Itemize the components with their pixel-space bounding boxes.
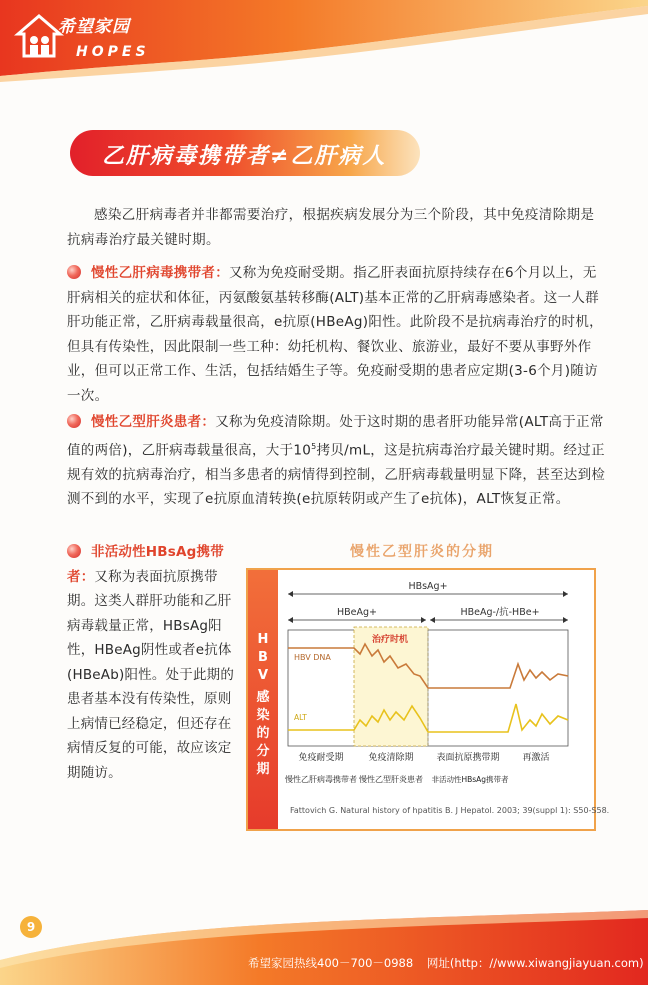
arrow-head-right (421, 617, 426, 623)
treatment-label: 治疗时机 (371, 635, 409, 645)
footer-contact (248, 955, 644, 971)
side-char: H (257, 632, 269, 647)
bullet-icon (67, 544, 81, 558)
section-body: 又称为表面抗原携带期。这类人群肝功能和乙肝病毒载量正常，HBsAg阳性，HBeAg阴性或者e抗体(HBeAb)阳性。处于此期的患者基本没有传染性，原则上病情已经稳定，但还存在病情反复的可能，故应该定期随访。 (67, 568, 235, 781)
section-heading: 非活动性HBsAg携带者： (67, 544, 224, 585)
house-logo-icon (14, 12, 64, 64)
arrow-head-right (563, 617, 568, 623)
logo-english: HOPES (76, 44, 150, 60)
hotline-text: 希望家园热线400－700－0988 (248, 956, 414, 970)
superscript: 5 (311, 441, 317, 451)
bullet-icon (67, 265, 81, 279)
section-inactive-carrier (67, 540, 243, 785)
group-label: 慢性乙肝病毒携带者 (285, 775, 357, 784)
phase-label: 再激活 (522, 753, 550, 763)
section-body-a: 又称为免疫清除期。处于这时期的患者肝功能异常(ALT高于正常值的两倍)，乙肝病毒载量很高，大于10 (67, 414, 604, 458)
side-char: 的 (256, 726, 270, 741)
arrow-head-left (288, 617, 293, 623)
chart-citation: Fattovich G. Natural history of hpatitis B. J Hepatol. 2003; 39(suppl 1): S50-S58. (290, 806, 610, 815)
phase-label: 免疫清除期 (368, 753, 414, 763)
intro-paragraph: 感染乙肝病毒者并非都需要治疗，根据疾病发展分为三个阶段，其中免疫清除期是抗病毒治疗最关键时期。 (67, 207, 595, 248)
section-body-b: 拷贝/mL，这是抗病毒治疗最关键时期。经过正规有效的抗病毒治疗，相当多患者的病情得到控制，乙肝病毒载量明显下降，甚至达到检测不到的水平，实现了e抗原血清转换(e抗原转阴或产生了e抗体)，ALT恢复正常。 (67, 442, 606, 507)
page-number: 9 (20, 916, 42, 938)
chart-side-label (248, 570, 278, 829)
group-label: 非活动性HBsAg携带者 (431, 775, 509, 784)
arrow-head-right (563, 591, 568, 597)
section-chronic-hepatitis (67, 410, 607, 512)
phase-label: 免疫耐受期 (298, 753, 344, 763)
side-char: 染 (256, 708, 270, 723)
side-char: 期 (256, 762, 270, 777)
section-body: 又称为免疫耐受期。指乙肝表面抗原持续存在6个月以上，无肝病相关的症状和体征，丙氨酸氨基转移酶(ALT)基本正常的乙肝病毒感染者。这一人群肝功能正常，乙肝病毒载量很高，e抗原(HBeAg)阳性。此阶段不是抗病毒治疗的时机，但具有传染性，因此限制一些工种：幼托机构、餐饮业、旅游业，最好不要从事野外作业，但可以正常工作、生活，包括结婚生子等。免疫耐受期的患者应定期(3-6个月)随访一次。 (67, 265, 603, 404)
hbv-phase-diagram (280, 570, 592, 806)
section-heading: 慢性乙肝病毒携带者： (91, 265, 229, 281)
section-heading: 慢性乙型肝炎患者： (91, 414, 216, 430)
page-title: 乙肝病毒携带者≠乙肝病人 (102, 144, 387, 169)
bullet-icon (67, 414, 81, 428)
side-char: B (258, 650, 268, 665)
chart-title: 慢性乙型肝炎的分期 (350, 544, 494, 560)
hbsag-label: HBsAg+ (408, 581, 448, 592)
hbeag-pos-label: HBeAg+ (337, 607, 377, 618)
alt-label: ALT (294, 713, 307, 722)
section-carrier (67, 261, 607, 408)
website-link[interactable]: 网址(http：//www.xiwangjiayuan.com) (426, 956, 644, 970)
side-char: 分 (256, 744, 270, 759)
phase-label: 表面抗原携带期 (436, 753, 500, 763)
side-char: V (257, 668, 269, 683)
logo-chinese: 希望家园 (58, 17, 130, 37)
group-label: 慢性乙型肝炎患者 (359, 775, 423, 784)
arrow-head-left (430, 617, 435, 623)
hbv-dna-label: HBV DNA (294, 653, 331, 662)
arrow-head-left (288, 591, 293, 597)
side-char: 感 (256, 690, 270, 705)
hbeag-neg-label: HBeAg-/抗-HBe+ (460, 607, 540, 618)
